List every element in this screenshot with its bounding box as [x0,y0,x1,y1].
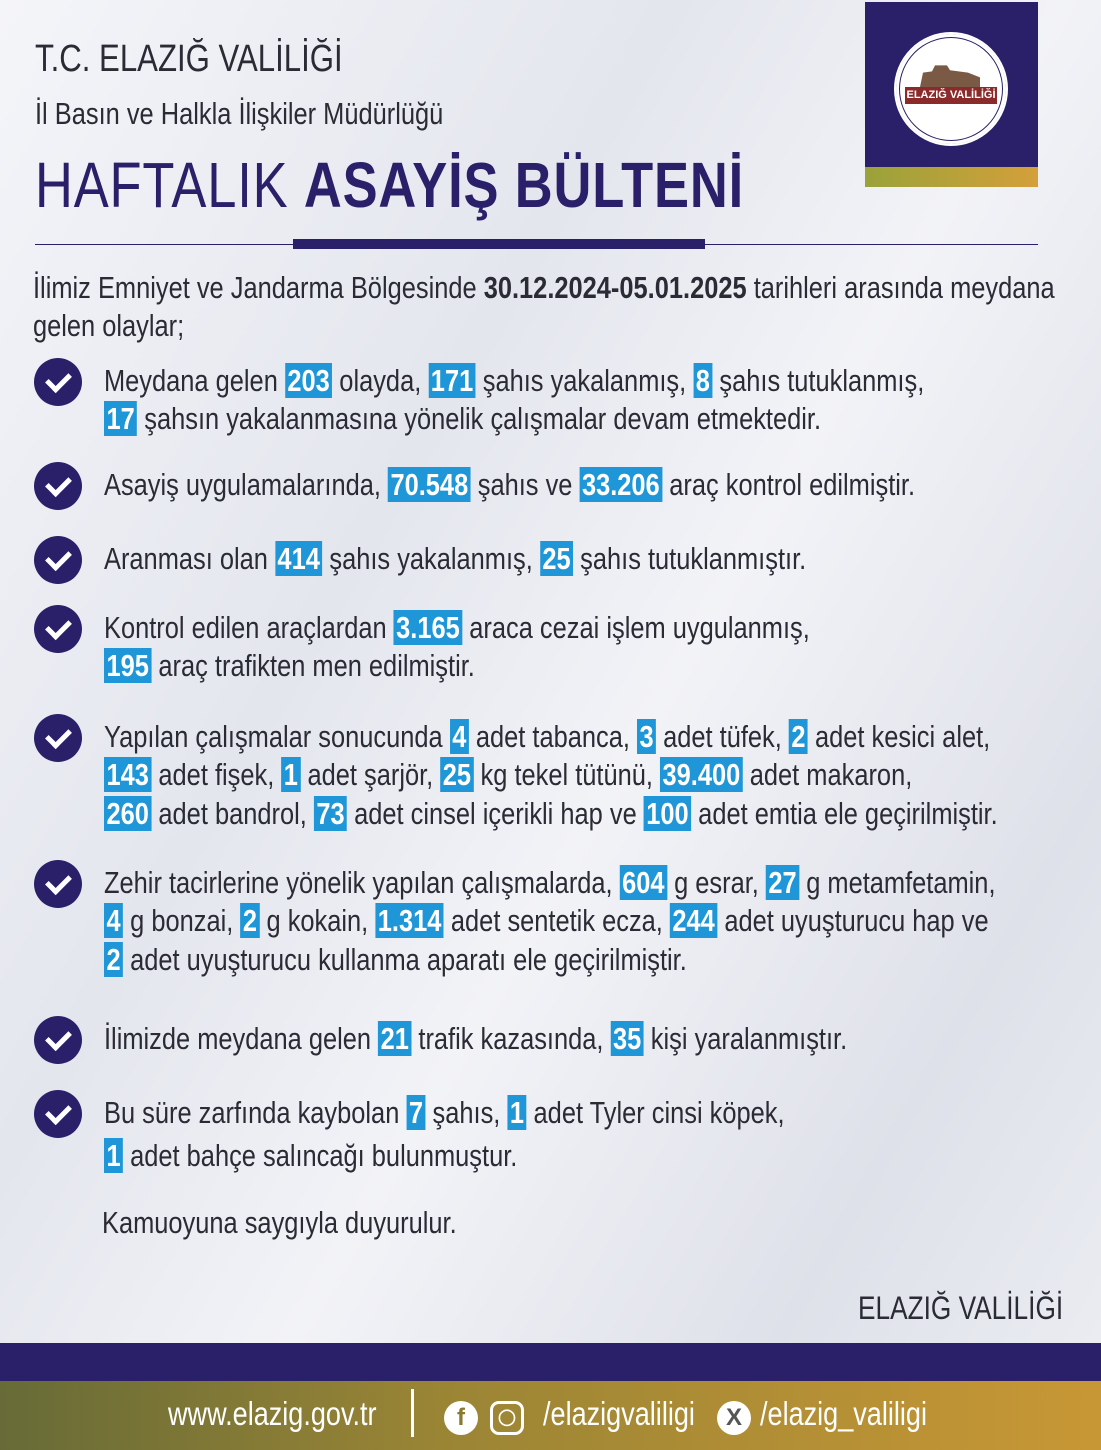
check-icon [34,1016,82,1064]
number-badge: 21 [378,1021,411,1056]
intro-text: İlimiz Emniyet ve Jandarma Bölgesinde [33,270,484,305]
department-name: İl Basın ve Halkla İlişkiler Müdürlüğü [35,96,444,131]
bulletin-line [104,865,996,901]
bulletin-line [104,757,912,793]
bulletin-text: adet şarjör, [300,757,441,792]
bulletin-text: adet bandrol, [151,796,314,831]
date-range: 30.12.2024-05.01.2025 [483,270,747,305]
bulletin-text: araç trafikten men edilmiştir. [151,648,475,683]
number-badge: 35 [611,1021,644,1056]
number-badge: 260 [104,796,151,831]
bulletin-text: g bonzai, [123,903,241,938]
bulletin-text: araç kontrol edilmiştir. [662,467,916,502]
bulletin-text: adet sentetik ecza, [443,903,670,938]
bulletin-text: şahsın yakalanmasına yönelik çalışmalar devam etmektedir. [137,401,822,436]
bulletin-text: şahıs tutuklanmış, [712,363,925,398]
bulletin-text: şahıs ve [470,467,580,502]
number-badge: 2 [240,903,259,938]
bulletin-text: şahıs tutuklanmıştır. [573,541,807,576]
bulletin-text: şahıs yakalanmış, [322,541,540,576]
social-handle-1[interactable]: /elazigvaliligi [543,1395,695,1432]
number-badge: 2 [104,942,123,977]
number-badge: 39.400 [660,757,743,792]
instagram-icon[interactable]: ◯ [490,1401,524,1435]
number-badge: 73 [314,796,347,831]
bulletin-text: Kontrol edilen araçlardan [104,610,394,645]
bulletin-text: adet tüfek, [656,719,789,754]
bulletin-text: adet makaron, [742,757,913,792]
check-icon [34,1090,82,1138]
number-badge: 1.314 [375,903,444,938]
number-badge: 4 [450,719,469,754]
bulletin-text: g kokain, [259,903,376,938]
footer-band [0,1343,1101,1381]
bulletin-text: Meydana gelen [104,363,285,398]
social-handle-2[interactable]: /elazig_valiligi [760,1395,927,1432]
number-badge: 4 [104,903,123,938]
bulletin-line [104,1021,847,1057]
number-badge: 203 [285,363,332,398]
logo-gold-strip [865,167,1038,187]
number-badge: 8 [693,363,712,398]
number-badge: 33.206 [579,467,662,502]
bulletin-text: İlimizde meydana gelen [104,1021,379,1056]
bulletin-text: adet cinsel içerikli hap ve [347,796,644,831]
bulletin-text: adet kesici alet, [807,719,991,754]
title-bold: ASAYİŞ BÜLTENİ [303,149,744,221]
bulletin-text: adet emtia ele geçirilmiştir. [691,796,998,831]
bulletin-line [104,1138,517,1174]
footer-separator [411,1389,414,1437]
number-badge: 1 [281,757,300,792]
signature: ELAZIĞ VALİLİĞİ [858,1290,1064,1326]
bulletin-text: adet bahçe salıncağı bulunmuştur. [123,1138,518,1173]
bulletin-text: Bu süre zarfında kaybolan [104,1095,407,1130]
number-badge: 195 [104,648,151,683]
bulletin-text: şahıs, [425,1095,508,1130]
intro-text: tarihleri arasında meydana [746,270,1055,305]
number-badge: 3.165 [394,610,463,645]
page-title [35,148,744,222]
bulletin-text: Aranması olan [104,541,275,576]
bulletin-text: adet uyuşturucu hap ve [717,903,989,938]
number-badge: 171 [428,363,475,398]
bulletin-text: g metamfetamin, [799,865,996,900]
bulletin-line [104,541,806,577]
closing-text: Kamuoyuna saygıyla duyurulur. [102,1205,457,1240]
number-badge: 25 [540,541,573,576]
number-badge: 1 [507,1095,526,1130]
bulletin-text: olayda, [332,363,429,398]
bulletin-text: adet fişek, [151,757,282,792]
bulletin-text: adet uyuşturucu kullanma aparatı ele geçirilmiştir. [123,942,687,977]
bulletin-text: Yapılan çalışmalar sonucunda [104,719,450,754]
number-badge: 3 [637,719,656,754]
logo-text: ELAZIĞ VALİLİĞİ [905,87,997,104]
bulletin-line [104,363,924,399]
bulletin-line [104,467,915,503]
bulletin-line [104,648,475,684]
intro-line-1 [33,270,1055,306]
divider-accent [293,239,705,249]
organization-name: T.C. ELAZIĞ VALİLİĞİ [35,38,343,80]
bulletin-line [104,610,810,646]
website-link[interactable]: www.elazig.gov.tr [168,1395,377,1432]
number-badge: 244 [670,903,717,938]
x-icon[interactable]: X [717,1401,751,1435]
number-badge: 7 [406,1095,425,1130]
check-icon [34,605,82,653]
number-badge: 143 [104,757,151,792]
bulletin-text: g esrar, [667,865,766,900]
bulletin-line [104,1095,785,1131]
title-light: HAFTALIK [35,149,289,221]
bulletin-text: adet Tyler cinsi köpek, [526,1095,785,1130]
number-badge: 604 [620,865,667,900]
number-badge: 1 [104,1138,123,1173]
bulletin-line [104,942,687,978]
number-badge: 70.548 [388,467,471,502]
footer [0,1381,1101,1450]
bulletin-text: Zehir tacirlerine yönelik yapılan çalışmalarda, [104,865,620,900]
number-badge: 27 [766,865,799,900]
facebook-icon[interactable]: f [444,1401,478,1435]
bulletin-line [104,401,821,437]
bulletin-text: şahıs yakalanmış, [475,363,694,398]
bulletin-text: kişi yaralanmıştır. [643,1021,848,1056]
bulletin-text: trafik kazasında, [411,1021,611,1056]
bulletin-line [104,903,989,939]
number-badge: 2 [789,719,808,754]
check-icon [34,462,82,510]
bulletin-text: araca cezai işlem uygulanmış, [462,610,810,645]
number-badge: 25 [440,757,473,792]
check-icon [34,536,82,584]
bulletin-line [104,719,990,755]
number-badge: 100 [644,796,691,831]
check-icon [34,714,82,762]
intro-line-2: gelen olaylar; [33,308,185,343]
number-badge: 414 [275,541,322,576]
bulletin-text: adet tabanca, [468,719,637,754]
bulletin-text: Asayiş uygulamalarında, [104,467,389,502]
number-badge: 17 [104,401,137,436]
check-icon [34,358,82,406]
check-icon [34,860,82,908]
bulletin-line [104,796,998,832]
bulletin-text: kg tekel tütünü, [473,757,661,792]
